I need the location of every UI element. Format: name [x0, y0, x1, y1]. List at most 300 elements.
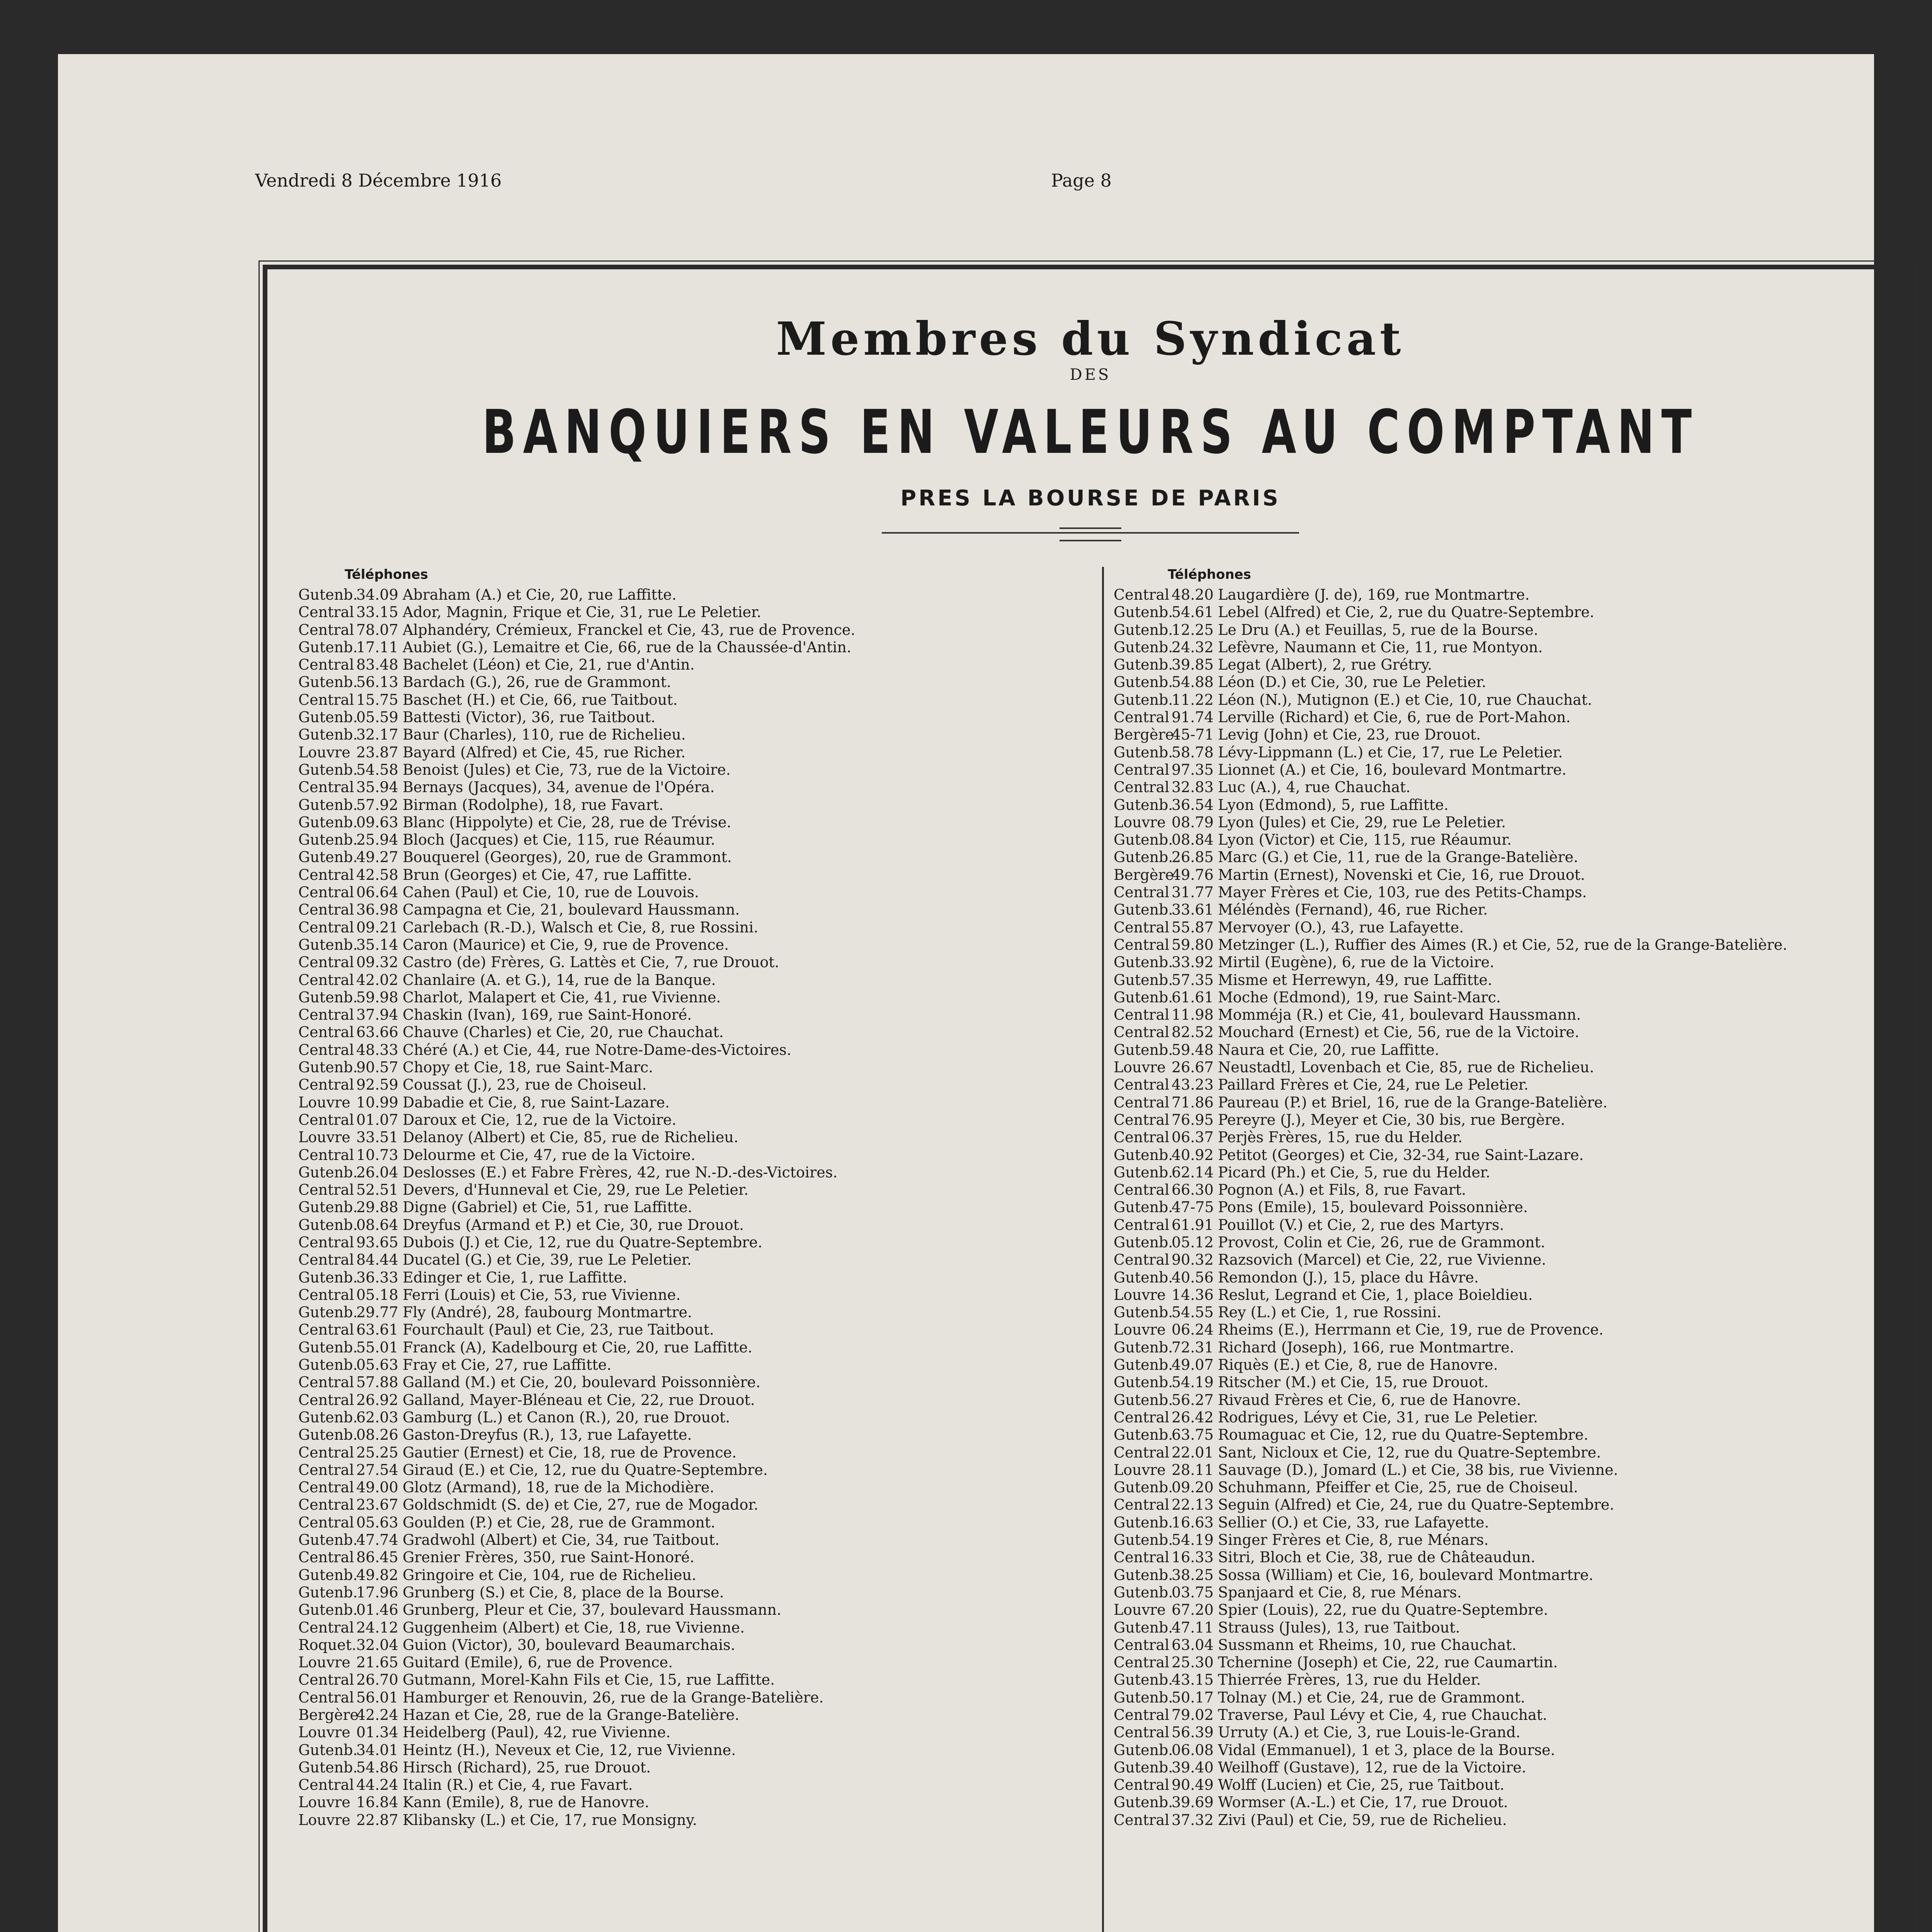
member-name: Méléndès (Fernand), 46, rue Richer.: [1218, 901, 1488, 918]
member-name: Edinger et Cie, 1, rue Laffitte.: [403, 1269, 628, 1286]
phone-number: 36.98: [356, 901, 398, 918]
member-entry: [298, 709, 1094, 726]
member-name: Spanjaard et Cie, 8, rue Ménars.: [1218, 1583, 1462, 1601]
exchange: Central: [298, 1496, 354, 1514]
member-entry: [298, 919, 1094, 936]
member-entry: [1114, 709, 1871, 726]
member-name: Schuhmann, Pfeiffer et Cie, 25, rue de Choiseul.: [1218, 1479, 1578, 1496]
exchange: Gutenb.: [1114, 1566, 1173, 1583]
exchange: Central: [1114, 1006, 1170, 1024]
phone-number: 11.22: [1172, 691, 1214, 708]
exchange: Central: [298, 1233, 354, 1251]
phone-number: 54.86: [356, 1759, 398, 1776]
phone-number: 37.32: [1172, 1811, 1214, 1828]
exchange: Gutenb.: [1114, 621, 1173, 638]
exchange: Central: [1114, 1776, 1170, 1794]
exchange: Gutenb.: [1114, 1479, 1173, 1496]
member-entry: [1114, 1146, 1871, 1164]
phone-number: 72.31: [1172, 1338, 1214, 1356]
phone-number: 47.11: [1172, 1619, 1214, 1636]
member-name: Marc (G.) et Cie, 11, rue de la Grange-Batelière.: [1218, 849, 1578, 866]
exchange: Central: [298, 1374, 354, 1391]
phone-number: 29.77: [356, 1304, 398, 1321]
exchange: Louvre: [1114, 1321, 1166, 1338]
exchange: Gutenb.: [1114, 1741, 1173, 1759]
phone-number: 23.67: [356, 1496, 398, 1514]
exchange: Gutenb.: [1114, 831, 1173, 849]
phone-number: 33.92: [1172, 954, 1214, 971]
phone-number: 22.13: [1172, 1496, 1214, 1514]
member-name: Bardach (G.), 26, rue de Grammont.: [403, 673, 672, 691]
member-entry: [298, 673, 1094, 691]
exchange: Louvre: [1114, 1461, 1166, 1478]
phone-number: 21.65: [356, 1654, 398, 1671]
member-name: Traverse, Paul Lévy et Cie, 4, rue Chauchat.: [1218, 1706, 1548, 1723]
member-entry: [1114, 901, 1871, 918]
phone-number: 09.63: [356, 813, 398, 831]
member-name: Castro (de) Frères, G. Lattès et Cie, 7, rue Drouot.: [403, 954, 779, 971]
phone-number: 32.17: [356, 726, 398, 743]
member-name: Abraham (A.) et Cie, 20, rue Laffitte.: [403, 586, 677, 603]
member-entry: [1114, 1654, 1871, 1671]
phone-number: 55.87: [1172, 918, 1214, 936]
exchange: Central: [1114, 1549, 1170, 1566]
member-name: Metzinger (L.), Ruffier des Aimes (R.) et Cie, 52, rue de la Grange-Batelière.: [1218, 936, 1787, 953]
exchange: Central: [298, 1251, 354, 1269]
member-entry: [1114, 1671, 1871, 1689]
exchange: Central: [1114, 586, 1170, 603]
exchange: Central: [298, 1006, 354, 1024]
phone-number: 54.19: [1172, 1531, 1214, 1549]
exchange: Gutenb.: [298, 673, 358, 691]
member-name: Digne (Gabriel) et Cie, 51, rue Laffitte.: [403, 1199, 692, 1216]
member-entry: [298, 1286, 1094, 1304]
phone-number: 91.74: [1172, 709, 1214, 726]
member-entry: [1114, 971, 1871, 989]
member-entry: [298, 1356, 1094, 1374]
member-name: Ador, Magnin, Frique et Cie, 31, rue Le Peletier.: [403, 604, 762, 621]
member-entry: [1114, 1461, 1871, 1479]
member-entry: [298, 604, 1094, 621]
member-entry: [1114, 1181, 1871, 1199]
member-entry: [298, 1251, 1094, 1269]
member-entry: [298, 779, 1094, 796]
member-name: Paureau (P.) et Briel, 16, rue de la Grange-Batelière.: [1218, 1094, 1608, 1111]
exchange: Central: [298, 1514, 354, 1531]
phone-number: 54.58: [356, 761, 398, 778]
member-name: Benoist (Jules) et Cie, 73, rue de la Victoire.: [403, 761, 731, 778]
phone-number: 90.57: [356, 1059, 398, 1076]
exchange: Gutenb.: [1114, 988, 1173, 1006]
phone-number: 56.01: [356, 1689, 398, 1706]
phone-number: 36.54: [1172, 796, 1214, 813]
exchange: Central: [298, 954, 354, 971]
phone-number: 59.98: [356, 988, 398, 1006]
member-name: Blanc (Hippolyte) et Cie, 28, rue de Trévise.: [403, 813, 731, 831]
member-name: Chopy et Cie, 18, rue Saint-Marc.: [403, 1059, 653, 1076]
member-name: Guitard (Emile), 6, rue de Provence.: [403, 1654, 673, 1671]
phone-number: 26.04: [356, 1163, 398, 1181]
exchange: Central: [298, 1461, 354, 1478]
exchange: Gutenb.: [1114, 1304, 1173, 1321]
phone-number: 05.63: [356, 1356, 398, 1374]
exchange: Gutenb.: [1114, 1514, 1173, 1531]
member-name: Dreyfus (Armand et P.) et Cie, 30, rue Drouot.: [403, 1216, 744, 1233]
member-entry: [1114, 779, 1871, 796]
exchange: Central: [298, 1024, 354, 1041]
page-number: Page 8: [1051, 170, 1112, 191]
member-entry: [298, 936, 1094, 954]
member-entry: [1114, 656, 1871, 673]
member-entry: [1114, 796, 1871, 814]
phone-number: 16.84: [356, 1794, 398, 1811]
member-name: Lebel (Alfred) et Cie, 2, rue du Quatre-Septembre.: [1218, 604, 1595, 621]
member-name: Birman (Rodolphe), 18, rue Favart.: [403, 796, 664, 813]
exchange: Gutenb.: [1114, 1391, 1173, 1408]
phone-number: 42.02: [356, 971, 398, 988]
phone-number: 25.30: [1172, 1654, 1214, 1671]
member-name: Strauss (Jules), 13, rue Taitbout.: [1218, 1619, 1460, 1636]
member-entry: [298, 1111, 1094, 1129]
exchange: Gutenb.: [1114, 1163, 1173, 1181]
member-entry: [1114, 989, 1871, 1006]
left-column-header: Téléphones: [345, 567, 428, 582]
member-entry: [298, 1234, 1094, 1251]
member-name: Heidelberg (Paul), 42, rue Vivienne.: [403, 1724, 671, 1741]
member-name: Gringoire et Cie, 104, rue de Richelieu.: [403, 1566, 697, 1583]
exchange: Gutenb.: [298, 1338, 358, 1356]
exchange: Central: [298, 656, 354, 673]
member-name: Lerville (Richard) et Cie, 6, rue de Port-Mahon.: [1218, 709, 1571, 726]
exchange: Bergère: [298, 1706, 359, 1723]
member-entry: [298, 1129, 1094, 1146]
member-entry: [1114, 1566, 1871, 1584]
member-name: Italin (R.) et Cie, 4, rue Favart.: [403, 1776, 633, 1794]
member-name: Razsovich (Marcel) et Cie, 22, rue Vivienne.: [1218, 1251, 1546, 1269]
member-name: Tolnay (M.) et Cie, 24, rue de Grammont.: [1218, 1689, 1526, 1706]
member-entry: [298, 621, 1094, 639]
exchange: Central: [1114, 1094, 1170, 1111]
member-entry: [1114, 1059, 1871, 1076]
member-name: Mervoyer (O.), 43, rue Lafayette.: [1218, 918, 1464, 936]
exchange: Gutenb.: [298, 1199, 358, 1216]
member-name: Rey (L.) et Cie, 1, rue Rossini.: [1218, 1304, 1442, 1321]
exchange: Gutenb.: [1114, 743, 1173, 761]
member-entry: [1114, 1216, 1871, 1234]
member-entry: [1114, 1129, 1871, 1146]
column-divider: [1102, 567, 1104, 1932]
exchange: Central: [1114, 1496, 1170, 1514]
member-name: Cahen (Paul) et Cie, 10, rue de Louvois.: [403, 884, 699, 901]
member-entry: [298, 726, 1094, 743]
member-name: Galland (M.) et Cie, 20, boulevard Poissonnière.: [403, 1374, 761, 1391]
right-column-header: Téléphones: [1168, 567, 1251, 582]
phone-number: 32.83: [1172, 779, 1214, 796]
phone-number: 49.76: [1172, 866, 1214, 883]
member-name: Sussmann et Rheims, 10, rue Chauchat.: [1218, 1636, 1517, 1653]
exchange: Gutenb.: [298, 1583, 358, 1601]
member-name: Kann (Emile), 8, rue de Hanovre.: [403, 1794, 650, 1811]
phone-number: 25.94: [356, 831, 398, 849]
member-entry: [298, 1619, 1094, 1636]
phone-number: 40.92: [1172, 1146, 1214, 1163]
phone-number: 05.59: [356, 709, 398, 726]
member-name: Pons (Emile), 15, boulevard Poissonnière.: [1218, 1199, 1528, 1216]
member-entry: [298, 1531, 1094, 1549]
member-entry: [1114, 1006, 1871, 1024]
phone-number: 33.61: [1172, 901, 1214, 918]
phone-number: 22.01: [1172, 1444, 1214, 1461]
member-entry: [298, 1164, 1094, 1181]
member-name: Petitot (Georges) et Cie, 32-34, rue Saint-Lazare.: [1218, 1146, 1584, 1163]
phone-number: 06.08: [1172, 1741, 1214, 1759]
exchange: Central: [1114, 709, 1170, 726]
member-name: Grunberg (S.) et Cie, 8, place de la Bourse.: [403, 1583, 724, 1601]
member-entry: [298, 1479, 1094, 1496]
member-name: Vidal (Emmanuel), 1 et 3, place de la Bourse.: [1218, 1741, 1555, 1759]
member-entry: [1114, 1251, 1871, 1269]
exchange: Central: [1114, 1636, 1170, 1653]
exchange: Central: [1114, 1444, 1170, 1461]
member-entry: [298, 884, 1094, 901]
member-name: Lefèvre, Naumann et Cie, 11, rue Montyon.: [1218, 638, 1543, 656]
member-name: Sossa (William) et Cie, 16, boulevard Montmartre.: [1218, 1566, 1594, 1583]
exchange: Gutenb.: [1114, 1794, 1173, 1811]
member-entry: [298, 691, 1094, 709]
phone-number: 31.77: [1172, 884, 1214, 901]
phone-number: 28.11: [1172, 1461, 1214, 1478]
exchange: Central: [298, 779, 354, 796]
member-name: Léon (N.), Mutignon (E.) et Cie, 10, rue Chauchat.: [1218, 691, 1592, 708]
member-name: Fly (André), 28, faubourg Montmartre.: [403, 1304, 692, 1321]
member-name: Le Dru (A.) et Feuillas, 5, rue de la Bourse.: [1218, 621, 1538, 638]
member-entry: [298, 1636, 1094, 1654]
exchange: Gutenb.: [1114, 673, 1173, 691]
exchange: Central: [1114, 761, 1170, 778]
member-entry: [298, 1339, 1094, 1356]
exchange: Gutenb.: [1114, 1146, 1173, 1163]
member-entry: [1114, 691, 1871, 709]
member-name: Seguin (Alfred) et Cie, 24, rue du Quatre-Septembre.: [1218, 1496, 1614, 1514]
phone-number: 47.74: [356, 1531, 398, 1549]
member-name: Guion (Victor), 30, boulevard Beaumarchais.: [403, 1636, 735, 1653]
exchange: Gutenb.: [298, 1059, 358, 1076]
member-entry: [298, 1689, 1094, 1706]
exchange: Gutenb.: [298, 1408, 358, 1426]
member-entry: [1114, 639, 1871, 656]
member-entry: [298, 586, 1094, 604]
member-entry: [1114, 1794, 1871, 1811]
member-entry: [298, 814, 1094, 831]
member-entry: [298, 1566, 1094, 1584]
exchange: Central: [298, 901, 354, 918]
member-name: Deslosses (E.) et Fabre Frères, 42, rue N.-D.-des-Victoires.: [403, 1163, 838, 1181]
member-name: Baur (Charles), 110, rue de Richelieu.: [403, 726, 686, 743]
exchange: Gutenb.: [1114, 796, 1173, 813]
exchange: Central: [298, 1549, 354, 1566]
member-name: Bernays (Jacques), 34, avenue de l'Opéra.: [403, 779, 715, 796]
exchange: Central: [1114, 936, 1170, 953]
phone-number: 39.69: [1172, 1794, 1214, 1811]
member-entry: [1114, 1304, 1871, 1321]
phone-number: 16.33: [1172, 1549, 1214, 1566]
exchange: Central: [1114, 1181, 1170, 1199]
member-entry: [298, 1496, 1094, 1514]
exchange: Central: [298, 691, 354, 708]
member-name: Bachelet (Léon) et Cie, 21, rue d'Antin.: [403, 656, 695, 673]
exchange: Central: [1114, 1408, 1170, 1426]
member-name: Fourchault (Paul) et Cie, 23, rue Taitbout.: [403, 1321, 714, 1338]
phone-number: 47-75: [1172, 1199, 1214, 1216]
member-name: Sauvage (D.), Jomard (L.) et Cie, 38 bis, rue Vivienne.: [1218, 1461, 1618, 1478]
phone-number: 78.07: [356, 621, 398, 638]
phone-number: 82.52: [1172, 1024, 1214, 1041]
exchange: Central: [1114, 1024, 1170, 1041]
exchange: Central: [1114, 779, 1170, 796]
member-name: Lyon (Edmond), 5, rue Laffitte.: [1218, 796, 1449, 813]
exchange: Louvre: [298, 1794, 350, 1811]
exchange: Central: [1114, 1251, 1170, 1269]
exchange: Central: [1114, 1724, 1170, 1741]
member-entry: [298, 1461, 1094, 1479]
member-entry: [1114, 604, 1871, 621]
exchange: Gutenb.: [1114, 1619, 1173, 1636]
exchange: Central: [298, 1286, 354, 1303]
member-entry: [1114, 1531, 1871, 1549]
phone-number: 63.04: [1172, 1636, 1214, 1653]
member-entry: [298, 1426, 1094, 1444]
member-name: Heintz (H.), Neveux et Cie, 12, rue Vivienne.: [403, 1741, 736, 1759]
member-entry: [298, 849, 1094, 866]
phone-number: 84.44: [356, 1251, 398, 1269]
exchange: Central: [298, 1321, 354, 1338]
title-subline: PRES LA BOURSE DE PARIS: [900, 486, 1281, 511]
member-name: Charlot, Malapert et Cie, 41, rue Vivienne.: [403, 988, 721, 1006]
member-entry: [1114, 1479, 1871, 1496]
member-entry: [298, 1742, 1094, 1759]
phone-number: 26.42: [1172, 1408, 1214, 1426]
member-entry: [1114, 726, 1871, 743]
member-entry: [1114, 1584, 1871, 1601]
member-entry: [1114, 884, 1871, 901]
exchange: Gutenb.: [1114, 954, 1173, 971]
member-entry: [1114, 1776, 1871, 1794]
exchange: Central: [298, 1444, 354, 1461]
member-entry: [298, 1584, 1094, 1601]
member-entry: [298, 1549, 1094, 1566]
phone-number: 61.91: [1172, 1216, 1214, 1233]
phone-number: 33.51: [356, 1129, 398, 1146]
exchange: Central: [1114, 1076, 1170, 1094]
member-name: Ferri (Louis) et Cie, 53, rue Vivienne.: [403, 1286, 681, 1303]
phone-number: 49.00: [356, 1479, 398, 1496]
member-name: Daroux et Cie, 12, rue de la Victoire.: [403, 1111, 677, 1128]
exchange: Central: [298, 884, 354, 901]
exchange: Gutenb.: [1114, 638, 1173, 656]
phone-number: 56.13: [356, 673, 398, 691]
phone-number: 39.85: [1172, 656, 1214, 673]
member-entry: [1114, 1706, 1871, 1724]
member-entry: [298, 1216, 1094, 1234]
member-name: Giraud (E.) et Cie, 12, rue du Quatre-Septembre.: [403, 1461, 768, 1478]
member-name: Neustadtl, Lovenbach et Cie, 85, rue de Richelieu.: [1218, 1059, 1594, 1076]
member-entry: [298, 1444, 1094, 1461]
member-name: Reslut, Legrand et Cie, 1, place Boieldieu.: [1218, 1286, 1533, 1303]
member-entry: [1114, 1024, 1871, 1041]
member-entry: [298, 1391, 1094, 1409]
member-name: Ducatel (G.) et Cie, 39, rue Le Peletier.: [403, 1251, 692, 1269]
member-name: Hazan et Cie, 28, rue de la Grange-Batelière.: [403, 1706, 740, 1723]
exchange: Central: [298, 1619, 354, 1636]
phone-number: 57.35: [1172, 971, 1214, 988]
exchange: Gutenb.: [1114, 1759, 1173, 1776]
phone-number: 66.30: [1172, 1181, 1214, 1199]
member-name: Remondon (J.), 15, place du Hâvre.: [1218, 1269, 1479, 1286]
member-name: Baschet (H.) et Cie, 66, rue Taitbout.: [403, 691, 678, 708]
member-entry: [1114, 621, 1871, 639]
phone-number: 67.20: [1172, 1601, 1214, 1619]
member-entry: [298, 1601, 1094, 1619]
phone-number: 54.88: [1172, 673, 1214, 691]
member-entry: [298, 1374, 1094, 1391]
exchange: Central: [1114, 1811, 1170, 1828]
phone-number: 34.09: [356, 586, 398, 603]
member-entry: [298, 761, 1094, 779]
phone-number: 08.79: [1172, 813, 1214, 831]
exchange: Gutenb.: [1114, 849, 1173, 866]
exchange: Bergère: [1114, 726, 1174, 743]
phone-number: 37.94: [356, 1006, 398, 1024]
title-main: BANQUIERS EN VALEURS AU COMPTANT: [482, 397, 1699, 467]
member-name: Momméja (R.) et Cie, 41, boulevard Haussmann.: [1218, 1006, 1581, 1024]
phone-number: 62.03: [356, 1408, 398, 1426]
exchange: Gutenb.: [1114, 1041, 1173, 1058]
exchange: Gutenb.: [1114, 971, 1173, 988]
phone-number: 24.32: [1172, 638, 1214, 656]
exchange: Gutenb.: [298, 1163, 358, 1181]
member-name: Wormser (A.-L.) et Cie, 17, rue Drouot.: [1218, 1794, 1508, 1811]
phone-number: 43.23: [1172, 1076, 1214, 1094]
member-name: Sant, Nicloux et Cie, 12, rue du Quatre-Septembre.: [1218, 1444, 1601, 1461]
title-line-1: Membres du Syndicat: [776, 312, 1405, 366]
member-entry: [298, 1146, 1094, 1164]
exchange: Central: [298, 1041, 354, 1058]
member-name: Chéré (A.) et Cie, 44, rue Notre-Dame-des-Victoires.: [403, 1041, 791, 1058]
phone-number: 48.33: [356, 1041, 398, 1058]
phone-number: 26.92: [356, 1391, 398, 1408]
phone-number: 49.27: [356, 849, 398, 866]
member-entry: [298, 1409, 1094, 1426]
member-entry: [1114, 1514, 1871, 1531]
exchange: Gutenb.: [1114, 691, 1173, 708]
member-name: Roumaguac et Cie, 12, rue du Quatre-Septembre.: [1218, 1426, 1588, 1444]
exchange: Louvre: [298, 1724, 350, 1741]
exchange: Gutenb.: [298, 1741, 358, 1759]
exchange: Central: [1114, 884, 1170, 901]
member-entry: [298, 1059, 1094, 1076]
member-name: Sellier (O.) et Cie, 33, rue Lafayette.: [1218, 1514, 1489, 1531]
member-name: Hamburger et Renouvin, 26, rue de la Grange-Batelière.: [403, 1689, 824, 1706]
member-entry: [298, 1094, 1094, 1111]
member-name: Coussat (J.), 23, rue de Choiseul.: [403, 1076, 647, 1094]
member-entry: [298, 989, 1094, 1006]
member-entry: [1114, 1321, 1871, 1338]
phone-number: 38.25: [1172, 1566, 1214, 1583]
member-entry: [298, 1199, 1094, 1216]
phone-number: 83.48: [356, 656, 398, 673]
member-entry: [1114, 1374, 1871, 1391]
member-name: Alphandéry, Crémieux, Franckel et Cie, 43, rue de Provence.: [403, 621, 855, 638]
